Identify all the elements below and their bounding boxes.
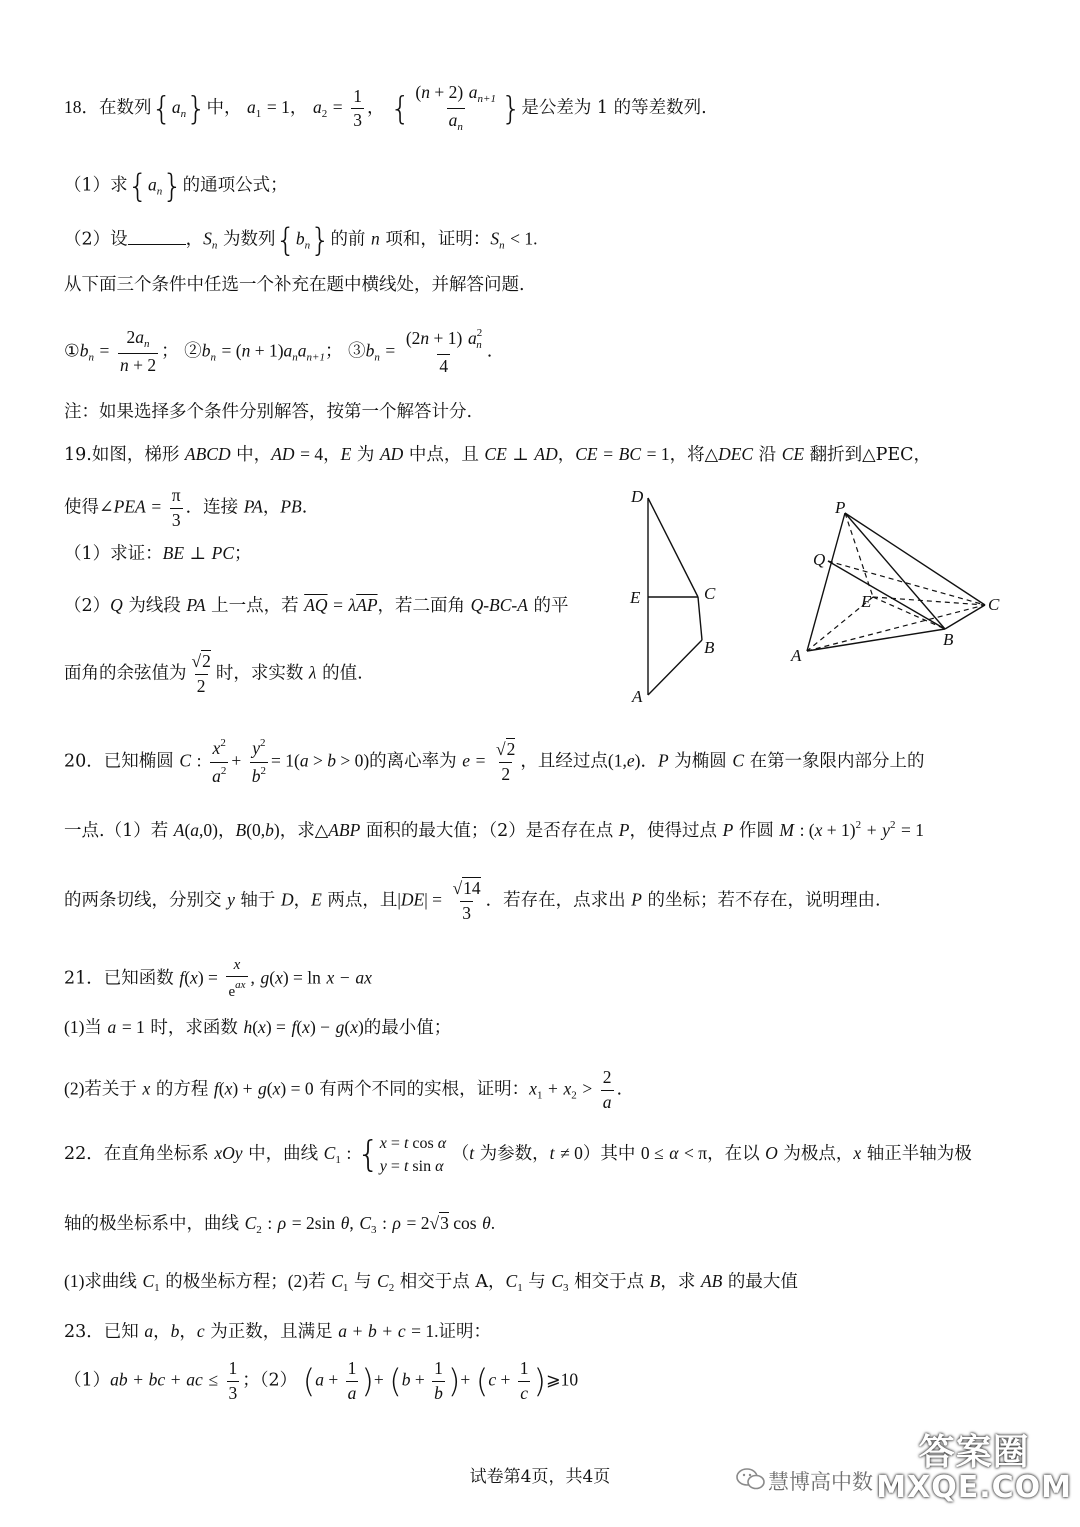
q18-note: 注：如果选择多个条件分别解答，按第一个解答计分. [64,402,473,422]
wechat-icon [736,1466,766,1492]
fig2-label-e: E [861,592,872,611]
fig1-label-d: D [631,487,644,506]
q23-line1: 23．已知 a，b，c 为正数，且满足 a + b + c = 1.证明： [64,1321,492,1342]
watermark-text: 慧博高中数 [768,1470,873,1494]
q23-line2: （1）ab + bc + ac ≤ $\frac{1}{3}$ ；（2） (a + $\frac{1}{a}$ )+ (b + $\frac{1}{b}$ )+ (c + $\frac{1}{c}$ )⩾10 [64,1358,579,1403]
q21-line1: 21．已知函数 f(x) = $\frac{x}{e^{ax}}$ , g(x) = ln x − ax [64,957,372,1000]
q19-line1: 19.如图，梯形 ABCD 中，AD = 4，E 为 AD 中点，且 CE ⊥ AD，CE = BC = 1，将△DEC 沿 CE 翻折到△PEC， [64,444,932,465]
q20-line1: 20．已知椭圆 C : $\frac{x^2}{a^2}$ + $\frac{y^2}{b^2}$ = 1(a > b > 0)的离心率为 e = $\frac{√2}{2}$ ，且经过点(1,e)．P 为椭圆 C 在第一象限内部分上的 [64,737,925,786]
fig1-label-e: E [630,588,641,607]
q18-part1: （1）求$\{a_n\}$的通项公式； [64,167,288,205]
q21-part2: (2)若关于 x 的方程 f(x) + g(x) = 0 有两个不同的实根，证明：$x_1 + x_2$ > $\frac{2}{a}$ . [64,1067,623,1112]
fig2-label-c: C [988,595,1000,614]
fig2-label-q: Q [813,550,826,569]
q19-part2b: 面角的余弦值为 $\frac{√2}{2}$ 时，求实数 λ 的值. [64,651,363,696]
q22-line2: 轴的极坐标系中，曲线 $C_2$ : ρ = 2sin θ, $C_3$ : ρ = 2√3 cos θ. [64,1213,496,1236]
q19-line2: 使得∠PEA = $\frac{\pi}{3}$ ．连接 PA，PB. [64,485,308,530]
trapezoid-figure [620,485,730,710]
fig1-label-a: A [632,687,643,706]
q18-line1: 18．在数列$\{a_n\}$中， $a_1 = 1$， $a_2$ = $\frac{1}{3}$ ， { $\frac{(n + 2) a_{n+1}}{a_n}$ }是公差为 1 的等差数列. [64,82,707,133]
trapezoid-lines [648,498,702,695]
page-footer: 试卷第4页，共4页 [469,1467,611,1487]
q20-line3: 的两条切线，分别交 y 轴于 D，E 两点，且|DE| = $\frac{√14}{3}$ ．若存在，点求出 P 的坐标；若不存在，说明理由. [64,878,881,923]
fig2-label-b: B [943,630,954,649]
fig1-label-c: C [704,584,716,603]
q19-part1: （1）求证：BE ⊥ PC； [64,543,252,564]
q20-line2: 一点.（1）若 A(a,0)，B(0,b)，求△ABP 面积的最大值；（2）是否存在点 P，使得过点 P 作圆 M : $(x + 1)^2 + y^2 = 1$ [64,819,925,841]
pyramid-figure [785,495,1015,670]
q22-line1: 22．在直角坐标系 xOy 中，曲线 $C_1$ : { x = t cos α y = t sin α （t 为参数，t ≠ 0）其中 0 ≤ α < π，在以 O 为极点，x 轴正半轴为极 [64,1133,972,1175]
pyramid-dashed-lines [807,513,985,651]
q18-instruction: 从下面三个条件中任选一个补充在题中横线处，并解答问题. [64,275,525,295]
fig2-label-p: P [835,498,846,517]
fig1-label-b: B [704,638,715,657]
q18-conditions: $①b_n$ = $\frac{2a_n}{n + 2}$ ； $②b_n = (n + 1)a_na_{n+1}$； $③b_n$ = $\frac{(2n + 1) a^2_n}{4}$ . [64,326,493,376]
watermark-logo: 答案圈 MXQE.COM [876,1432,1072,1505]
pyramid-solid-lines [807,513,985,651]
q21-part1: (1)当 a = 1 时，求函数 h(x) = f(x) − g(x)的最小值； [64,1017,452,1038]
q18-part2: （2）设 ，$S_n$ 为数列$\{b_n\}$的前 n 项和，证明：$S_n < 1$. [64,221,538,259]
q22-line3: (1)求曲线 $C_1$ 的极坐标方程；(2)若 $C_1$ 与 $C_2$ 相交于点 A，$C_1$ 与 $C_3$ 相交于点 B，求 AB 的最大值 [64,1271,798,1294]
q19-part2a: （2）Q 为线段 PA 上一点，若 $\overline{AQ} = \lambda\overline{AP}$，若二面角 Q-BC-A 的平 [64,595,569,616]
fig2-label-a: A [791,646,802,665]
